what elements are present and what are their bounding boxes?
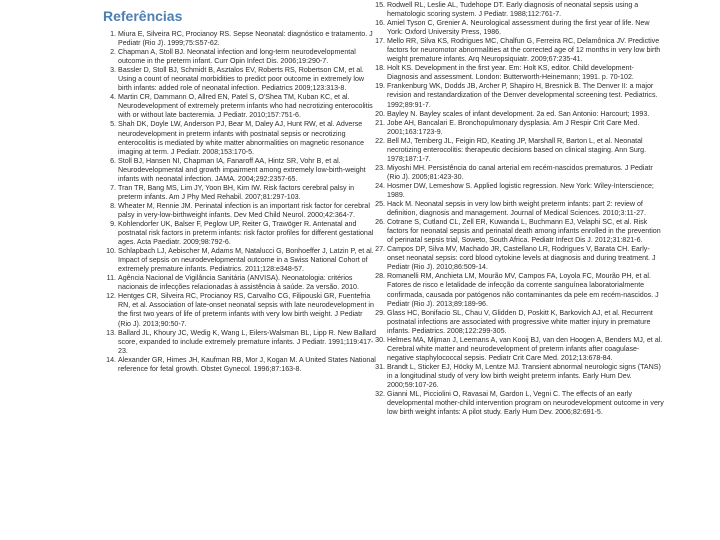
outer-margin-left <box>0 0 89 540</box>
reference-number: 1. <box>110 30 116 38</box>
reference-number: 25. <box>375 200 385 209</box>
reference-item <box>372 336 664 363</box>
reference-number: 10. <box>106 247 116 256</box>
reference-item <box>103 202 377 220</box>
reference-number: 32. <box>375 390 385 399</box>
reference-number: 29. <box>375 308 385 317</box>
reference-item <box>103 48 377 66</box>
reference-text: Campos DP, Silva MV, Machado JR, Castellano LR, Rodrigues V, Barata CH. Early-onset neonatal sepsis: cord blood cytokine levels at diagnosis and during treatment. J Pediatr (Rio J). 2010;86:509-14. <box>387 245 656 272</box>
reference-number: 13. <box>106 328 116 337</box>
reference-number: 14. <box>106 355 116 364</box>
reference-number: 15. <box>375 1 385 9</box>
reference-item <box>372 110 664 119</box>
reference-text: Hentges CR, Silveira RC, Procianoy RS, Carvalho CG, Filipouski GR, Fuentefria RN, et al. Association of late-onset neonatal sepsis with late neurodevelopment in the first two years of life of preterm infants with very low birth weight. J Pediatr (Rio J). 2013;90:50-7. <box>118 292 374 328</box>
reference-text: Frankenburg WK, Dodds JB, Archer P, Shapiro H, Bresnick B. The Denver II: a major revision and restandardization of the Denver developmental screening test. Pediatrics. 1992;89:91-7. <box>387 82 658 109</box>
reference-number: 24. <box>375 181 385 190</box>
reference-number: 23. <box>375 163 385 172</box>
reference-text: Wheater M, Rennie JM. Perinatal infection is an important risk factor for cerebral palsy in very-low-birthweight infants. Dev Med Child Neurol. 2000;42:364-7. <box>118 201 370 219</box>
reference-text: Ballard JL, Khoury JC, Wedig K, Wang L, Eilers-Walsman BL, Lipp R. New Ballard score, expanded to include extremely premature infants. J Pediatr. 1991;119:417-23. <box>118 328 376 355</box>
reference-text: Amiel Tyson C, Grenier A. Neurological assessment during the first year of life. New York: Oxford University Press, 1986. <box>387 19 650 37</box>
reference-item <box>372 82 664 109</box>
reference-item <box>372 37 664 64</box>
reference-number: 7. <box>110 183 116 192</box>
reference-number: 28. <box>375 272 385 281</box>
reference-text: Martin CR, Dammann O, Allred EN, Patel S, O'Shea TM, Kuban KC, et al. Neurodevelopment of extremely preterm infants who had necrotizing enterocolitis with or without late bacteremia. J Pediatr. 2010;157:751-6. <box>118 93 373 120</box>
reference-text: Stoll BJ, Hansen NI, Chapman IA, Fanaroff AA, Hintz SR, Vohr B, et al. Neurodevelopmental and growth impairment among extremely low-birth-weight infants with neonatal infection. JAMA. 2004;292:2357-65. <box>118 156 366 183</box>
reference-item <box>103 292 377 328</box>
reference-item <box>372 200 664 218</box>
reference-number: 31. <box>375 362 385 371</box>
reference-item <box>372 1 664 19</box>
reference-text: Cotrane S, Cutland CL, Zell ER, Kuwanda L, Buchmann EJ, Velaphi SC, et al. Risk factors for neonatal sepsis and perinatal death among infants enrolled in the prevention of perinatal sepsis trial, Soweto, South Africa. Pediatr Infect Dis J. 2012;31:821-6. <box>387 218 661 245</box>
reference-item <box>103 220 377 247</box>
reference-text: Alexander GR, Himes JH, Kaufman RB, Mor J, Kogan M. A United States National reference for fetal growth. Obstet Gynecol. 1996;87:163-8. <box>118 355 376 373</box>
reference-number: 2. <box>110 48 116 57</box>
reference-number: 18. <box>375 64 385 73</box>
reference-item <box>103 120 377 156</box>
reference-item <box>103 329 377 356</box>
reference-number: 17. <box>375 37 385 46</box>
reference-number: 22. <box>375 136 385 145</box>
reference-number: 21. <box>375 118 385 127</box>
reference-text: Shah DK, Doyle LW, Anderson PJ, Bear M, Daley AJ, Hunt RW, et al. Adverse neurodevelopment in preterm infants with postnatal sepsis or necrotizing enterocolitis is mediated by white matter abnormalities on magnetic resonance imaging at term. J Pediatr. 2008;153:170-5. <box>118 120 365 156</box>
reference-item <box>103 247 377 274</box>
reference-number: 26. <box>375 218 385 227</box>
reference-number: 4. <box>110 93 116 102</box>
reference-number: 12. <box>106 292 116 301</box>
reference-text: Agência Nacional de Vigilância Sanitária (ANVISA). Neonatologia: critérios nacionais de infecções relacionadas à assistência à saúde. 2a versão. 2010. <box>118 274 359 292</box>
reference-item <box>372 64 664 82</box>
reference-text: Hosmer DW, Lemeshow S. Applied logistic regression. New York: Wiley-Interscience; 1989. <box>387 181 654 199</box>
reference-item <box>372 119 664 137</box>
reference-text: Schlapbach LJ, Aebischer M, Adams M, Natalucci G, Bonhoeffer J, Latzin P, et al. Impact of sepsis on neurodevelopmental outcome in a Swiss National Cohort of extremely premature infants. Pediatrics. 2011;128:e348-57. <box>118 247 374 274</box>
reference-number: 30. <box>375 335 385 344</box>
reference-text: Rodwell RL, Leslie AL, Tudehope DT. Early diagnosis of neonatal sepsis using a hematologic scoring system. J Pediatr. 1988;112:761-7. <box>387 1 639 19</box>
reference-item <box>103 93 377 120</box>
reference-text: Glass HC, Bonifacio SL, Chau V, Glidden D, Poskitt K, Barkovich AJ, et al. Recurrent postnatal infections are associated with progressive white matter injury in premature infants. Pediatrics. 2008;122:299-305. <box>387 308 653 335</box>
reference-text: Bell MJ, Ternberg JL, Feigin RD, Keating JP, Marshall R, Barton L, et al. Neonatal necrotizing enterocolitis: therapeutic decisions based on clinical staging. Ann Surg. 1978;187:1-7. <box>387 136 647 163</box>
reference-item <box>372 218 664 245</box>
reference-text: Miyoshi MH. Persistência do canal arterial em recém-nascidos prematuros. J Pediatr (Rio J). 2005;81:423-30. <box>387 163 653 181</box>
reference-number: 9. <box>110 219 116 228</box>
reference-text: Bassler D, Stoll BJ, Schmidt B, Asztalos EV, Roberts RS, Robertson CM, et al. Using a count of neonatal morbidities to predict poor outcome in extremely low birth infants: added role of neonatal infection. Pediatrics 2009;123:313-8. <box>118 66 365 93</box>
reference-number: 11. <box>106 274 116 283</box>
reference-text: Miura E, Silveira RC, Procianoy RS. Sepse Neonatal: diagnóstico e tratamento. J Pediatr (Rio J). 1999;75:S57-62. <box>118 30 373 48</box>
reference-item <box>372 245 664 272</box>
reference-text: Kohlendorfer UK, Balser F, Peglow UP, Reiter G, Trawöger R. Antenatal and postnatal risk factors in preterm infants: risk factor profiles for different gestational ages. Acta Paediatr. 2009;98:792-6. <box>118 219 374 247</box>
reference-number: 3. <box>110 66 116 75</box>
reference-number: 5. <box>110 120 116 129</box>
page-title: Referências <box>103 8 183 24</box>
reference-text: Helmes MA, Mijman J, Leemans A, van Kooij BJ, van den Hoogen A, Benders MJ, et al. Cerebral white matter and neurodevelopment of preterm infants after coagulase-negative staphylococcal sepsis. Pediatr Crit Care Med. 2012;13:678-84. <box>387 335 663 362</box>
reference-text: Chapman A, Stoll BJ. Neonatal infection and long-term neurodevelopmental outcome in the preterm infant. Curr Opin Infect Dis. 2006;19:290-7. <box>118 48 356 66</box>
reference-text: Bayley N. Bayley scales of infant development. 2a ed. San Antonio: Harcourt; 1993. <box>387 109 650 118</box>
reference-list-left <box>103 30 377 374</box>
reference-item <box>372 19 664 37</box>
reference-item <box>103 30 377 48</box>
reference-item <box>103 356 377 374</box>
reference-item <box>103 157 377 184</box>
reference-item <box>372 272 664 308</box>
reference-number: 16. <box>375 19 385 28</box>
reference-text: Mello RR, Silva KS, Rodrigues MC, Chalfun G, Ferreira RC, Delamônica JV. Predictive factors for neuromotor abnormalities at the corrected age of 12 months in very low birth weight premature infants. Arq Neuropsiquiatr. 2009;67:235-41. <box>387 37 661 64</box>
reference-text: Brandt L, Sticker EJ, Höcky M, Lentze MJ. Transient abnormal neurologic signs (TANS) in a longitudinal study of very low birth weight preterm infants. Early Hum Dev. 2000;59:107-26. <box>387 362 661 389</box>
reference-list-right <box>372 1 664 417</box>
reference-item <box>372 309 664 336</box>
reference-number: 27. <box>375 245 385 254</box>
reference-text: Holt KS. Development in the first year. Em: Holt KS, editor. Child development-Diagnosis and assessment. London: Butterworth-Heinemann; 1991. p. 70-102. <box>387 64 634 82</box>
outer-margin-right <box>672 0 720 540</box>
reference-text: Gianni ML, Picciolini O, Ravasai M, Gardon L, Vegni C. The effects of an early developmental mother-child intervention program on neurodevelopment outcome in very low birth weight infants: A pilot study. Early Hum Dev. 2006;82:691-5. <box>387 390 664 417</box>
reference-text: Jobe AH, Bancalari E. Bronchopulmonary dysplasia. Am J Respir Crit Care Med. 2001;163:1723-9. <box>387 118 640 136</box>
reference-number: 19. <box>375 82 385 91</box>
reference-item <box>372 137 664 164</box>
reference-item <box>103 274 377 292</box>
reference-text: Romanelli RM, Anchieta LM, Mourão MV, Campos FA, Loyola FC, Mourão PH, et al. Fatores de risco e letalidade de infecção da corrente sanguínea laboratorialmente confirmada, causada por patógenos não contaminantes da pele em recém-nascidos. J Pediatr (Rio J). 2013;89:189-96. <box>387 272 659 308</box>
reference-item <box>372 182 664 200</box>
reference-text: Hack M. Neonatal sepsis in very low birth weight preterm infants: part 2: review of definition, diagnosis and management. Journal of Medical Sciences. 2010;3:11-27. <box>387 200 646 218</box>
reference-item <box>372 363 664 390</box>
document-page <box>89 0 672 540</box>
reference-number: 6. <box>110 156 116 165</box>
reference-number: 20. <box>375 109 385 118</box>
reference-item <box>103 184 377 202</box>
reference-number: 8. <box>110 201 116 210</box>
reference-text: Tran TR, Bang MS, Lim JY, Yoon BH, Kim IW. Risk factors cerebral palsy in preterm infants. Am J Phy Med Rehabil. 2007;81:297-103. <box>118 183 355 201</box>
reference-item <box>372 164 664 182</box>
reference-item <box>372 390 664 417</box>
reference-item <box>103 66 377 93</box>
